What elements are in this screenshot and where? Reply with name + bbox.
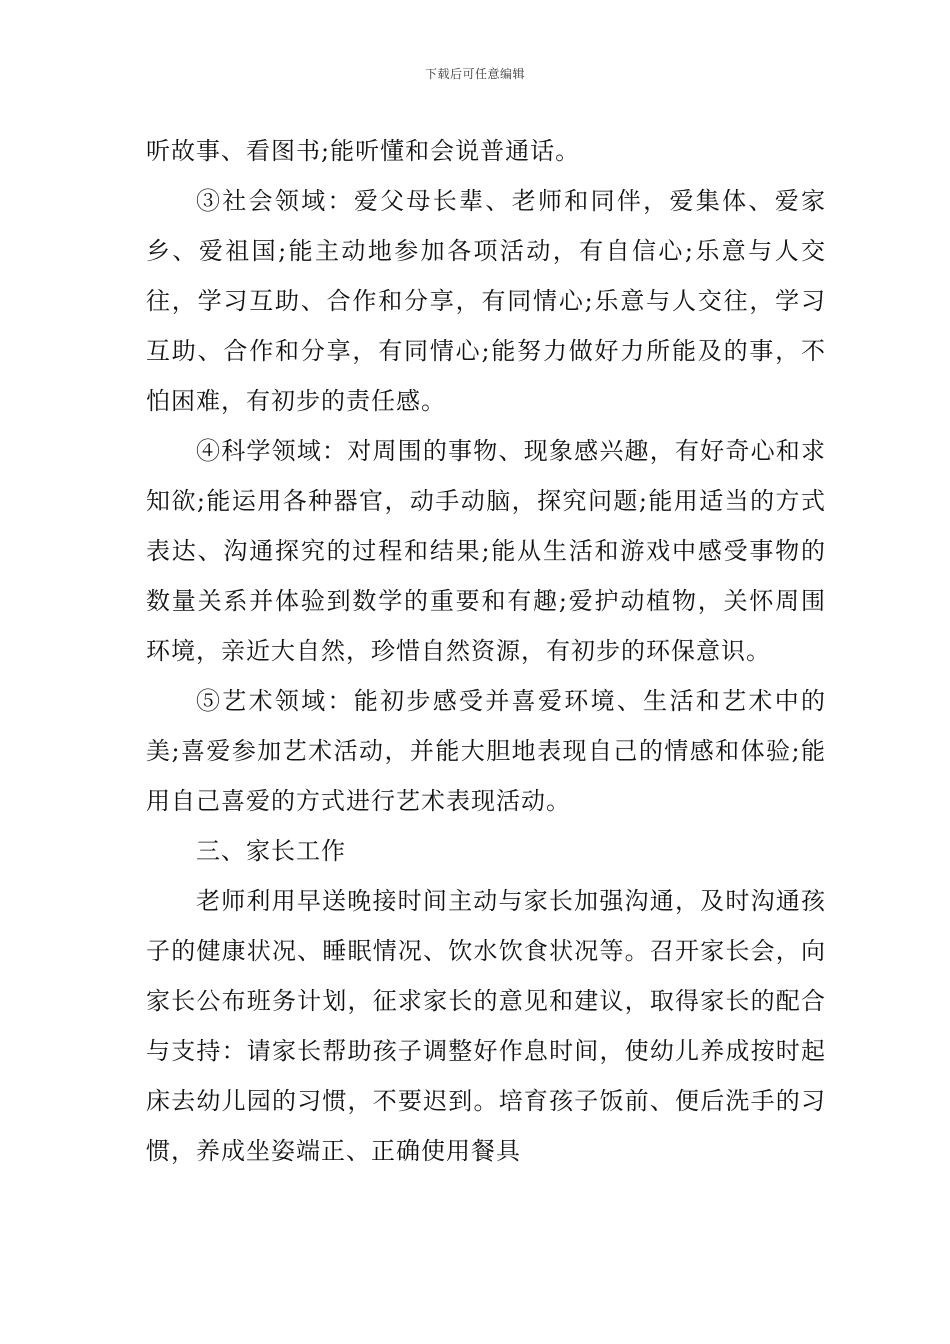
paragraph-science-domain: ④科学领域：对周围的事物、现象感兴趣，有好奇心和求知欲;能运用各种器官，动手动脑，探究问题;能用适当的方式表达、沟通探究的过程和结果;能从生活和游戏中感受事物的数量关系并体验到数学的重要和有趣;爱护动植物，关怀周围环境，亲近大自然，珍惜自然资源，有初步的环保意识。 (146, 437, 826, 665)
paragraph-art-domain: ⑤艺术领域：能初步感受并喜爱环境、生活和艺术中的美;喜爱参加艺术活动，并能大胆地表现自己的情感和体验;能用自己喜爱的方式进行艺术表现活动。 (146, 687, 826, 815)
paragraph-language-continuation: 听故事、看图书;能听懂和会说普通话。 (146, 137, 581, 165)
section-heading-parent-work: 三、家长工作 (196, 837, 346, 865)
paragraph-parent-work: 老师利用早送晚接时间主动与家长加强沟通，及时沟通孩子的健康状况、睡眠情况、饮水饮食状况等。召开家长会，向家长公布班务计划，征求家长的意见和建议，取得家长的配合与支持：请家长帮助孩子调整好作息时间，使幼儿养成按时起床去幼儿园的习惯，不要迟到。培育孩子饭前、便后洗手的习惯，养成坐姿端正、正确使用餐具 (146, 887, 826, 1165)
document-body (146, 126, 826, 1176)
page-header-note: 下载后可任意编辑 (424, 67, 525, 81)
paragraph-social-domain: ③社会领域：爱父母长辈、老师和同伴，爱集体、爱家乡、爱祖国;能主动地参加各项活动，有自信心;乐意与人交往，学习互助、合作和分享，有同情心;乐意与人交往，学习互助、合作和分享，有同情心;能努力做好力所能及的事，不怕困难，有初步的责任感。 (146, 187, 826, 415)
